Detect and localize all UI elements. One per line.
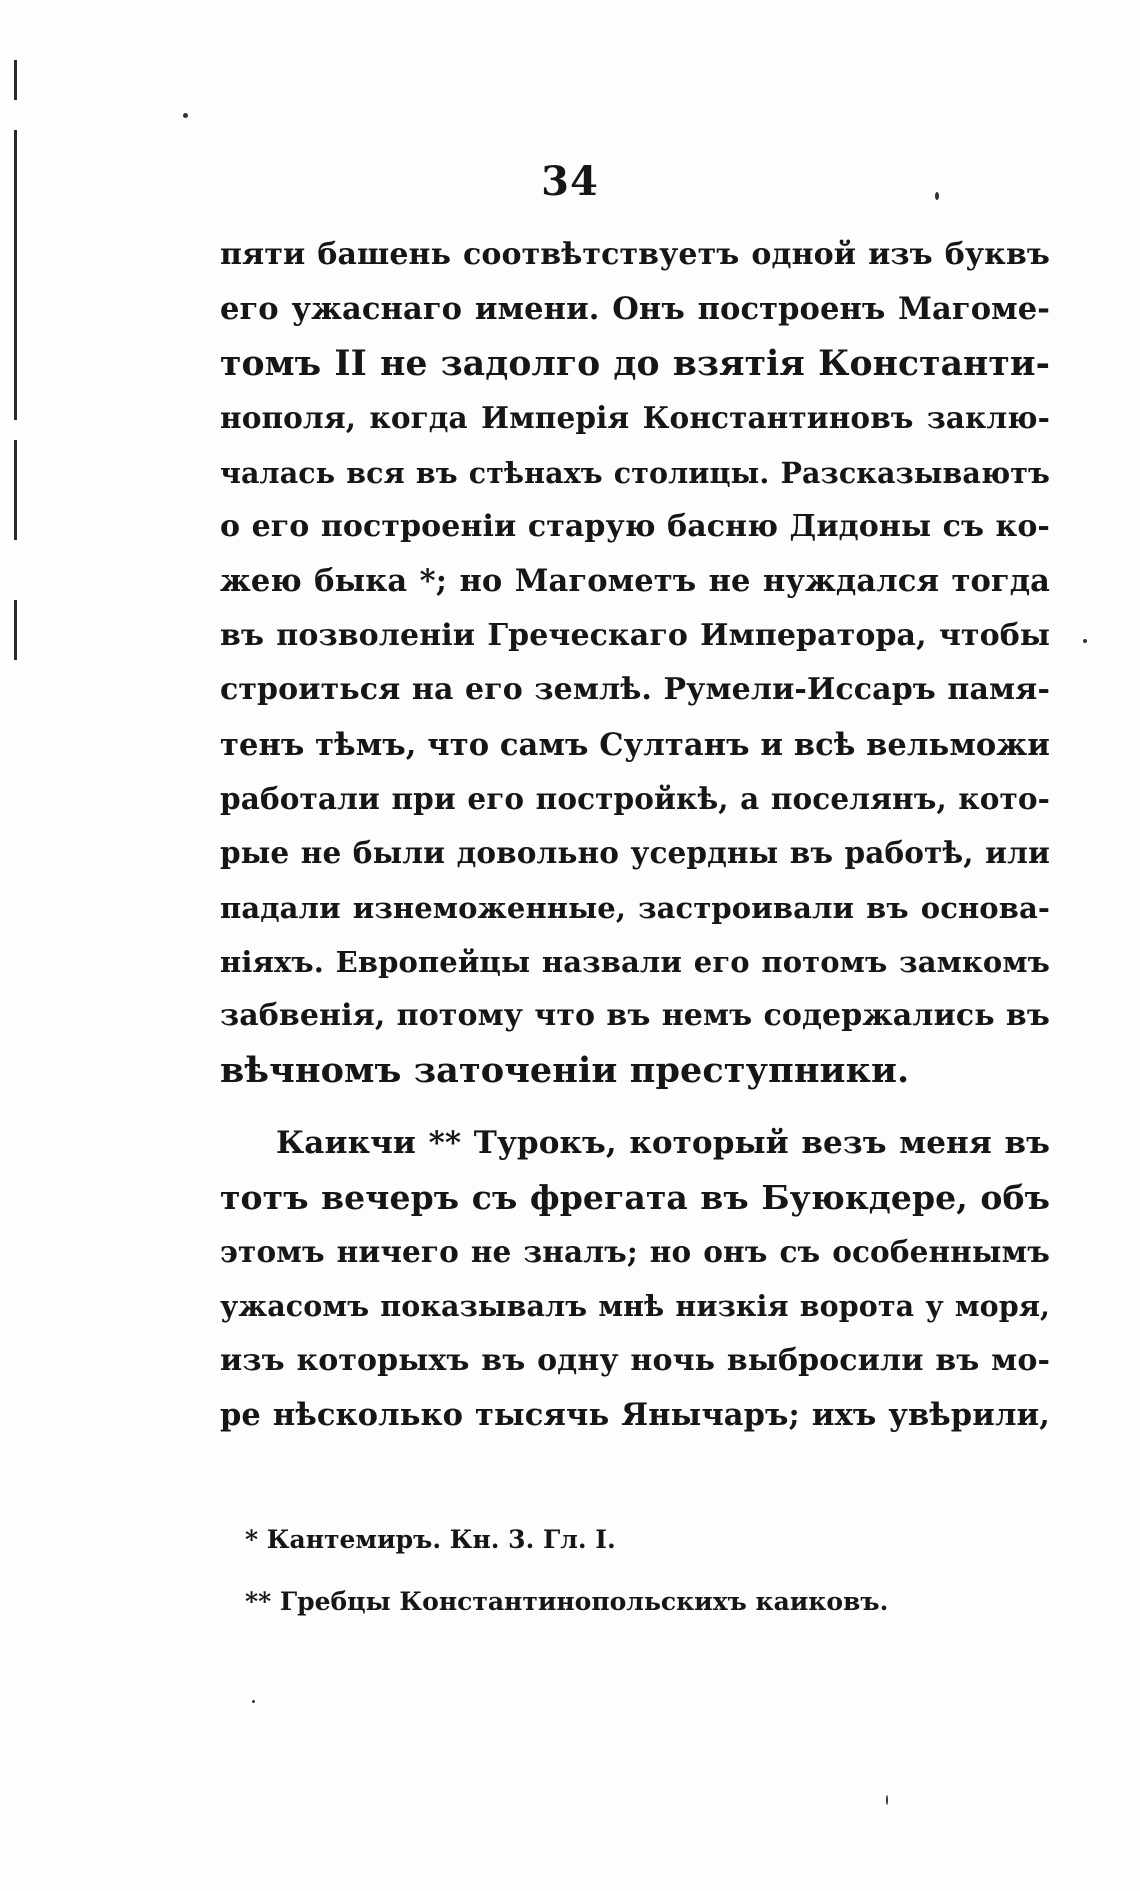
text-line: рые не были довольно усердны въ работѣ, или: [220, 835, 1050, 871]
page-number: 34: [541, 158, 599, 205]
text-line: изъ которыхъ въ одну ночь выбросили въ мо-: [220, 1342, 1050, 1378]
text-line: ужасомъ показывалъ мнѣ низкія ворота у моря,: [220, 1289, 1050, 1324]
text-line: Каикчи ** Турокъ, который везъ меня въ: [276, 1125, 1050, 1162]
print-speck: [1083, 639, 1087, 643]
text-line: вѣчномъ заточеніи преступники.: [220, 1049, 910, 1091]
body-text: [220, 228, 1050, 1443]
text-line: тотъ вечеръ съ фрегата въ Буюкдере, объ: [220, 1177, 1050, 1217]
text-line: въ позволеніи Греческаго Императора, чтобы: [220, 617, 1050, 653]
text-line: работали при его постройкѣ, а поселянъ, кото-: [220, 780, 1050, 816]
text-line: о его построеніи старую басню Дидоны съ ко-: [220, 508, 1050, 544]
text-line: нополя, когда Имперія Константиновъ заклю-: [220, 400, 1050, 436]
text-line: его ужаснаго имени. Онъ построенъ Магоме-: [220, 291, 1050, 328]
binding-edge-mark: [14, 60, 17, 100]
text-line: падали изнеможенные, застроивали въ основа-: [220, 890, 1050, 925]
text-line: тенъ тѣмъ, что самъ Султанъ и всѣ вельможи: [220, 726, 1050, 763]
binding-edge-mark: [14, 440, 17, 540]
footnote: * Кантемиръ. Кн. 3. Гл. I.: [245, 1525, 616, 1554]
binding-edge-mark: [14, 600, 17, 660]
text-line: строиться на его землѣ. Румели-Иссаръ памя-: [220, 672, 1050, 708]
text-line: томъ II не задолго до взятія Константи-: [220, 343, 1050, 384]
paragraph-gap: [220, 1098, 1050, 1116]
paragraph: [220, 228, 1050, 1098]
text-line: ніяхъ. Европейцы назвали его потомъ замкомъ: [220, 945, 1050, 980]
print-speck: [252, 1700, 255, 1703]
paragraph: [220, 1116, 1050, 1442]
text-line: этомъ ничего не зналъ; но онъ съ особеннымъ: [220, 1234, 1050, 1270]
footnote: ** Гребцы Константинопольскихъ каиковъ.: [245, 1587, 889, 1616]
text-line: ре нѣсколько тысячь Янычаръ; ихъ увѣрили,: [220, 1397, 1050, 1434]
print-speck: [886, 1795, 888, 1805]
print-speck: [183, 113, 188, 118]
text-line: пяти башень соотвѣтствуетъ одной изъ буквъ: [220, 237, 1050, 272]
footnotes: [245, 1525, 1025, 1649]
text-line: забвенія, потому что въ немъ содержались въ: [220, 998, 1050, 1034]
text-line: жею быка *; но Магометъ не нуждался тогда: [220, 563, 1050, 600]
text-line: чалась вся въ стѣнахъ столицы. Разсказываютъ: [220, 455, 1050, 490]
